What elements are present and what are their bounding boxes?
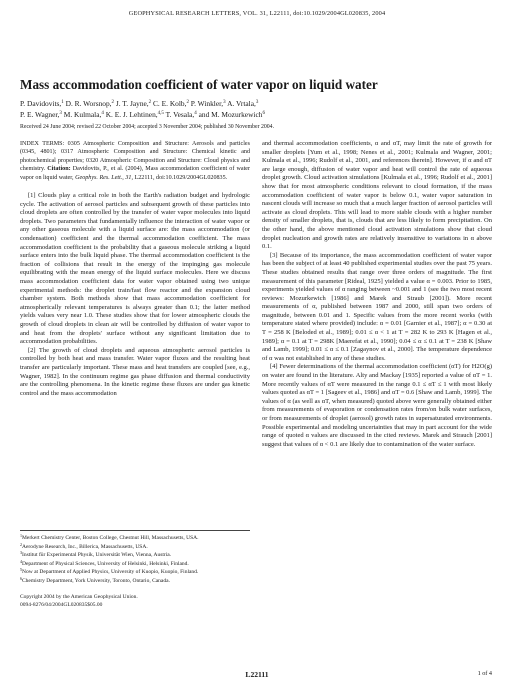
citation-label: Citation: bbox=[47, 166, 71, 173]
paragraph: and thermal accommodation coefficients, α and αT, may limit the rate of growth for smaller droplets [Yum et al., 1998; Nenes et al., 2001; Kulmala and Wagner, 2001; Kulmala et al., 1996; Rudolf et al., 2001, and references therein]. However, if α and αT are large enough, diffusion of water vapor and heat will control the rate of aqueous droplet growth. Cloud activation simulations [Kulmala et al., 1996; Rudolf et al., 2001] show that for most atmospheric conditions relevant to cloud formation, if the mass accommodation coefficient of water vapor is below 0.1, water vapor saturation in nascent clouds will increase so much that a much larger fraction of aerosol particles will activate as cloud droplets. This will lead to more stable clouds with a higher number density of smaller droplets, that is, clouds that are less likely to form precipitation. On the other hand, the above mentioned cloud activation simulations show that cloud droplet nucleation and growth rates are relatively insensitive to variations in α above 0.1. bbox=[262, 140, 492, 251]
paper-title: Mass accommodation coefficient of water vapor on liquid water bbox=[20, 77, 378, 92]
index-terms-label: INDEX TERMS: bbox=[20, 141, 65, 147]
paragraph: [3] Because of its importance, the mass accommodation coefficient of water vapor has been the subject of at least 40 published experimental studies over the past 75 years. These studies obtained results that range over three orders of magnitude. The first measurement of this parameter [Rideal, 1925] yielded a value α = 0.003. Prior to 1985, experiments yielded values of α ranging between ~0.001 and 1 (see the two most recent reviews: Mozurkewich [1986] and Marek and Straub [2001]). More recent measurements of α, published between 1987 and 2000, still span two orders of magnitude, between 0.01 and 1. Specific values from the more recent works (with temperature stated where provided) include: α = 0.01 [Garnier et al., 1987]; α = 0.30 at T = 258 K [Beloded et al., 1989]; 0.01 ≤ α < 1 at T = 282 K to 293 K [Hagen et al., 1989]; α = 0.1 at T = 298K [Maerefat et al., 1990]; 0.04 ≤ α ≤ 0.1 at T = 238 K [Shaw and Lamb, 1999]; 0.01 ≤ α ≤ 0.1 [Zagaynov et al., 2000]. The temperature dependence of α was not established in any of these studies. bbox=[262, 251, 492, 362]
footnote-text: Merkert Chemistry Center, Boston College, Chestnut Hill, Massachusetts, USA. bbox=[22, 535, 199, 541]
footnote-mark: 2 bbox=[20, 541, 22, 547]
paragraph: [2] The growth of cloud droplets and aqueous atmospheric aerosol particles is controlled by both heat and mass transfer. Water vapor fluxes and the resulting heat transfer are particularly important. These mass and heat transfers are coupled [see, e.g., Wagner, 1982]. In the continuum regime gas phase diffusion and thermal conductivity are the controlling phenomena. In the kinetic regime these fluxes are under gas kinetic control and the mass accommodation bbox=[20, 346, 250, 397]
copyright-code: 0094-8276/04/2004GL020835$05.00 bbox=[20, 602, 103, 609]
footnote-mark: 5 bbox=[20, 567, 22, 573]
footnote-mark: 4 bbox=[20, 558, 22, 564]
author: D. R. Worsnop, bbox=[63, 99, 112, 108]
author: P. Winkler, bbox=[188, 99, 224, 108]
affiliation-mark: 1 bbox=[61, 100, 64, 105]
footnotes bbox=[20, 530, 250, 611]
footnote bbox=[20, 541, 250, 552]
footnote bbox=[20, 575, 250, 586]
affiliation-mark: 3 bbox=[59, 111, 62, 116]
footnote bbox=[20, 552, 250, 560]
author: A. Vrtala, bbox=[225, 99, 256, 108]
affiliation-mark: 4 bbox=[194, 111, 197, 116]
footnote bbox=[20, 535, 250, 543]
footnote-mark: 6 bbox=[20, 575, 22, 581]
footnote-text: Institut für Experimental Physik, Universität Wien, Vienna, Austria. bbox=[22, 552, 172, 559]
footnote-text: Department of Physical Sciences, University of Helsinki, Helsinki, Finland. bbox=[22, 560, 189, 567]
author-list bbox=[20, 98, 490, 120]
affiliation-mark: 4,5 bbox=[157, 111, 164, 116]
footnote bbox=[20, 558, 250, 569]
affiliation-mark: 3 bbox=[223, 100, 226, 105]
footnote-text: Now at Department of Applied Physics, University of Kuopio, Kuopio, Finland. bbox=[22, 569, 199, 576]
author: P. E. Wagner, bbox=[20, 110, 60, 119]
author: and M. Mozurkewich bbox=[196, 110, 263, 119]
author: M. Kulmala, bbox=[61, 110, 102, 119]
index-terms-text: 0305 Atmospheric Composition and Structure: Aerosols and particles (0345, 4801); 0317 Atmospheric Composition and Structure: Chemical kinetic and photochemical properties; 0320 Atmospheric Composition and Structure: Cloud physics and chemistry. bbox=[20, 141, 250, 173]
footnote bbox=[20, 569, 250, 577]
affiliation-mark: 2 bbox=[111, 100, 115, 105]
footnote-text: Chemistry Department, York University, Toronto, Ontario, Canada. bbox=[22, 577, 170, 584]
page-number: 1 of 4 bbox=[477, 670, 492, 677]
footnote-text: Aerodyne Research, Inc., Billerica, Massachusetts, USA. bbox=[22, 543, 148, 550]
affiliation-mark: 6 bbox=[262, 111, 265, 116]
citation-end: L22111, doi:10.1029/2004GL020835. bbox=[132, 174, 228, 181]
paragraph: [4] Fewer determinations of the thermal accommodation coefficient (αT) for H2O(g) on water are found in the literature. Alty and Mackay [1935] reported a value of αT = 1. More recently values of αT were measured in the range 0.1 ≤ αT ≤ 1 with most likely values quoted as αT = 1 [Sageev et al., 1986] and αT = 0.6 [Shaw and Lamb, 1999]. The values of α (as well as αT, when measured) quoted above were generally obtained either from measurements of evaporation or condensation rates from/on bulk water surfaces, or from measurements of droplet (aerosol) growth rates in supersaturated environments. Possible experimental and modeling uncertainties that may in part account for the wide range of quoted α values are discussed in the cited reviews. Marek and Strauch [2001] suggest that values of α < 0.1 are likely due to contamination of the water surface. bbox=[262, 363, 492, 448]
right-column bbox=[262, 140, 492, 685]
author: P. Davidovits, bbox=[20, 99, 62, 108]
paragraph: [1] Clouds play a critical role in both the Earth's radiation budget and hydrologic cycle. The activation of aerosol particles and subsequent growth of these particles into cloud droplets are often controlled by the transfer of water vapor molecules into liquid droplets. Two parameters that fundamentally influence the interaction of water vapor or any other gaseous molecule with a liquid surface are: the mass accommodation (or condensation) coefficient and the thermal accommodation coefficient. The mass accommodation coefficient is the probability that a gaseous molecule striking a liquid surface enters into the bulk liquid phase. The thermal accommodation coefficient is the fraction of collisions that result in the energy of the impinging gas molecule equilibrating with the mean energy of the liquid surface molecules. Here we discuss mass accommodation coefficient data for water vapor obtained using two unique experimental methods: the droplet train/fast flow reactor and the expansion cloud chamber system. Both methods show that mass accommodation coefficient for atmospherically relevant temperatures is always greater than 0.1; the latter method yields values very near 1.0. These studies show that for lower atmospheric clouds the growth of cloud droplets in clean air will be controlled by diffusion of water vapor to and heat from the droplets' surface without any significant limitation due to accommodation probabilities. bbox=[20, 192, 250, 346]
author: T. Vesala, bbox=[163, 110, 195, 119]
citation-text: Davidovits, P., et al. (2004), Mass accommodation coefficient of water vapor on liquid water, bbox=[20, 166, 250, 181]
affiliation-mark: 2 bbox=[186, 100, 189, 105]
author: K. E. J. Lehtinen, bbox=[103, 110, 158, 119]
article-id: L22111 bbox=[245, 670, 269, 679]
index-terms bbox=[20, 140, 250, 182]
running-head: GEOPHYSICAL RESEARCH LETTERS, VOL. 31, L22111, doi:10.1029/2004GL020835, 2004 bbox=[128, 10, 386, 17]
received-dates: Received 24 June 2004; revised 22 October 2004; accepted 3 November 2004; published 30 November 2004. bbox=[20, 124, 275, 130]
affiliation-mark: 3 bbox=[255, 100, 259, 105]
author: J. T. Jayne, bbox=[114, 99, 149, 108]
copyright-line: Copyright 2004 by the American Geophysical Union. bbox=[20, 593, 138, 600]
affiliation-mark: 2 bbox=[148, 100, 152, 105]
affiliation-mark: 4 bbox=[101, 111, 104, 116]
footnote-mark: 1 bbox=[20, 533, 22, 538]
citation-journal: Geophys. Res. Lett., 31, bbox=[75, 174, 133, 181]
footnote-mark: 3 bbox=[20, 550, 22, 556]
author: C. E. Kolb, bbox=[151, 99, 187, 108]
